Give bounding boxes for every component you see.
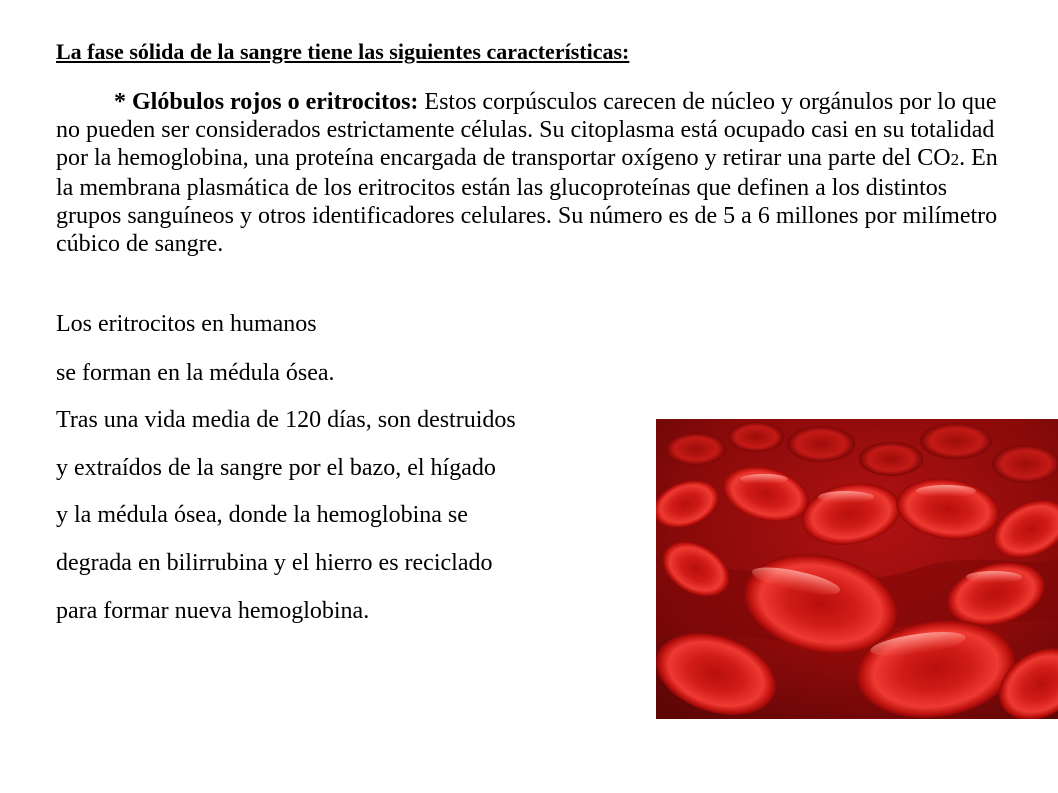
body-line: se forman en la médula ósea. xyxy=(56,360,335,386)
intro-text-end: . En la membrana plasmática de los eritrocitos están las glucoproteínas que definen a los distintos grupos sanguíneos y otros identificadores celulares. Su número es de 5 a 6 millones por milímetro cúbico de sangre. xyxy=(56,145,998,257)
blood-cell xyxy=(728,422,784,452)
intro-paragraph xyxy=(56,88,1006,258)
cell-highlight xyxy=(916,485,976,497)
body-line: y extraídos de la sangre por el bazo, el hígado xyxy=(56,455,496,481)
body-line: para formar nueva hemoglobina. xyxy=(56,598,370,624)
intro-text: Estos corpúsculos carecen de núcleo y orgánulos por lo que no pueden ser considerados estrictamente células. Su citoplasma está ocupado casi en su totalidad por la hemoglobina, una proteína encargada de transportar oxígeno y retirar una parte del CO xyxy=(56,89,997,171)
red-blood-cells-illustration xyxy=(656,419,1058,719)
body-line: degrada en bilirrubina y el hierro es reciclado xyxy=(56,550,493,576)
page-title: La fase sólida de la sangre tiene las siguientes características: xyxy=(56,39,630,64)
co2-subscript: 2 xyxy=(950,150,960,169)
bullet-label: * Glóbulos rojos o eritrocitos: xyxy=(114,89,419,115)
body-line: Tras una vida media de 120 días, son destruidos xyxy=(56,407,516,433)
blood-cell xyxy=(920,423,992,459)
blood-cell xyxy=(787,426,855,462)
cell-highlight xyxy=(740,474,788,484)
blood-cell xyxy=(992,445,1058,483)
blood-cell xyxy=(666,433,726,465)
red-blood-cells-image xyxy=(656,419,1058,719)
body-line: Los eritrocitos en humanos xyxy=(56,311,317,337)
cell-highlight xyxy=(818,491,874,503)
body-line: y la médula ósea, donde la hemoglobina se xyxy=(56,502,468,528)
cell-highlight xyxy=(966,571,1022,583)
blood-cell xyxy=(859,442,923,476)
